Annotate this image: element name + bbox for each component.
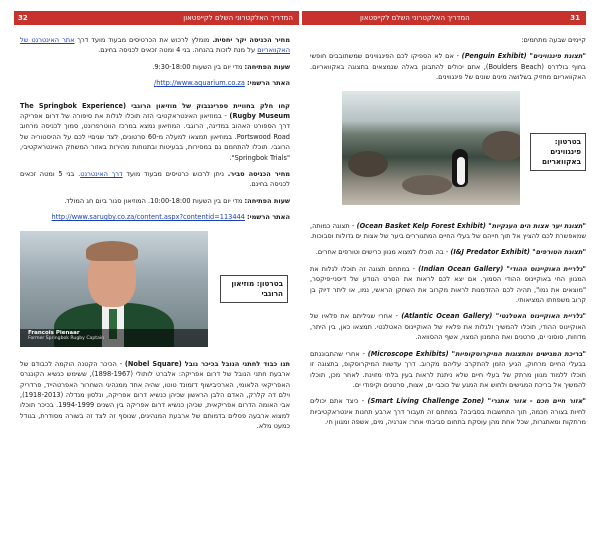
atlantic-ocean-paragraph: "גלריית האוקיינוס האטלנטי" (Atlantic Ocean Gallery) - אחרי שגיליתם את פלאיו של האוקיינוס ההודי, תוכלו להמשיך ולגלות את פלאיו של האוקיינוס האטלנטי. תמצאו כאן, בין היתר, מדוזות, סוסוני ים, סרטנים ואת התמנון המצוי, אשף ההסוואה. bbox=[310, 312, 586, 342]
header-bar-left bbox=[14, 11, 299, 25]
indian-ocean-paragraph: "גלריית האוקיינוס ההודי" (Indian Ocean Gallery) - במתחם תצוגה זה תוכלו לגלות את המגוון החי באוקיינוס ההודי הסמוך. אם יצא לכם לראות את הסרט הנודע של דיסני-פיקסר, "מוצאים את נמו", תהיה לכם ההזדמנות לראות מקרוב את השחקן הראשי, נמו, או ליתר דיוק בן קרוב משפחתו המציאותי. bbox=[310, 264, 586, 305]
kelp-forest-label: "תצוגת יער אצות הים הענקיות" (Ocean Basket Kelp Forest Exhibit) bbox=[356, 221, 586, 230]
right-column bbox=[310, 35, 586, 434]
predator-label: "תצוגת הטורפים" (I&J Predator Exhibit) bbox=[450, 248, 586, 257]
nobel-square-paragraph: תנו כבוד לחתני הנובל בכיכר נובל (Nobel Square) - הכיכר הקטנה הוקמה לכבודם של ארבעת חתני הנובל של דרום אפריקה: אלברט לותולי (1898-1967), ששימש כנשיא הקונגרס האפריקאי הלאומי, הארכיבישוף דזמונד טוטו, שהיה אחד ממנהיגי השחרור האפרטהייד, פרדריק וילם דה קלרק, האדם הלבן הראשון שכיהן כנשיא דרום אפריקה, ונלסון מנדלה (1918-2013), אבי האומה הדרום אפריקאית, שכיהן כנשיא דרום אפריקה בין השנים 1994-1999. בכיכר תוכלו למצוא ארבעה פסלים בדמותם של ארבעת המנהיגים, שנוסף זה לצד זה בשורה מסודרת, בגודל כמעט מלא. bbox=[20, 359, 290, 431]
rugby-museum-paragraph: קחו חלק בחוויית ספרינגבוק של מוזיאון הרוגבי (The Springbok Experience Rugby Museum) - במוזיאון האינטראקטיבי הזה תוכלו לגלות את סיפורה של דרום אפריקה דרך הספורט האהוב במדינה, הרוגבי. המוזיאון נמצא במרכז הווטרפרונט, סמוך לכניסה מרחוב Portswood Road. במוזיאון תמצאו למעלה מ-60 סרטונים, לצד שניםיי לכם על ההיסטוריה של הרוגבי. תוכלו להתחמם גם במסירות, בבעיטות ובתנוחות מהירות באזור המשחק האינטראקטיבי, "Springbok Trials". bbox=[20, 101, 290, 162]
page-number-right: 31 bbox=[570, 14, 580, 22]
smart-living-label: "אזור חיים חכם - אזור אתגרי" (Smart Living Challenge Zone) bbox=[367, 397, 586, 406]
rugby-url-link[interactable]: http://www.sarugby.co.za/content.aspx?contentid=113444 bbox=[51, 213, 245, 222]
microscope-label: "בריכת המגישים והתצוגות המיקרוסקופיות" (Microscope Exhibits) bbox=[367, 349, 586, 358]
aquarium-official-site: האתר הרשמי: http://www.aquarium.co.za/ bbox=[154, 79, 290, 88]
aquarium-price-label: מחיר הכניסה יקר יחסית. bbox=[212, 36, 290, 44]
penguin-caption: בטרטון: פינגווינים באקוואריום bbox=[530, 133, 586, 171]
aquarium-price-paragraph: מחיר הכניסה יקר יחסית. מומלץ לרכוש את הכרטיסים מבעוד מועד דרך אתר האינטרנט של האקוואריום על מנת לזכות בהנחה. בני 4 ומטה זכאים לכניסה בחינם. bbox=[20, 36, 290, 55]
running-title-left: המדריך האלקטרוני השלם לקייפטאון bbox=[183, 14, 293, 22]
tv-caption-subtitle: Former Springbok Rugby Captain bbox=[28, 336, 105, 342]
atlantic-ocean-label: "גלריית האוקיינוס האטלנטי" (Atlantic Ocean Gallery) bbox=[401, 312, 586, 321]
header-bar-right bbox=[302, 11, 586, 25]
rugby-hours: שעות הפתיחה: מדי יום בין השעות 10:00-18:00. המוזיאון סגור ביום חג המולד. bbox=[64, 196, 290, 205]
running-title-right: המדריך האלקטרוני השלם לקייפטאון bbox=[360, 14, 470, 22]
microscope-paragraph: "בריכת המגישים והתצוגות המיקרוסקופיות" (Microscope Exhibits) - אחרי שהתבוננתם בבעלי החיים מרחוק, הגיע הזמן להתקרב עליהם מקרוב. דרך עדשות המיקרוסקופ, בתצוגה זו תוכלו ללמוד מגוון מרתק של בעלי חיים שלא ניתנת לראות בעין בלתי מזוינת. לאחר מכן, תוכלו להמשיך אל בריכת המגישים ולחוש את המגע של כוכבי ים, אצות, סרטנים וקיפודי ים. bbox=[310, 349, 586, 389]
intro-paragraph: קיימים שבעה מתחמים: bbox=[521, 36, 586, 44]
penguin-photo bbox=[342, 91, 520, 205]
aquarium-website-link[interactable]: אתר האינטרנט של האקוואריום bbox=[20, 36, 290, 55]
aquarium-url-link[interactable]: http://www.aquarium.co.za/ bbox=[154, 79, 245, 88]
rugby-caption: בטרטון: מוזיאון הרוגבי bbox=[220, 275, 288, 303]
penguin-exhibit-label: "תצוגת פינגווינים" (Penguin Exhibit) bbox=[461, 52, 586, 61]
rugby-figure bbox=[20, 231, 290, 349]
indian-ocean-label: "גלריית האוקיינוס ההודי" (Indian Ocean Gallery) bbox=[418, 264, 586, 273]
rugby-photo bbox=[20, 231, 208, 347]
tv-caption-name: Francois Pienaar bbox=[28, 330, 80, 337]
aquarium-hours: שעות הפתיחה: מדי יום בין השעות 9:30-18:00. bbox=[152, 62, 290, 71]
page-number-left: 32 bbox=[18, 14, 28, 22]
rugby-tickets-link[interactable]: דרך האינטרנט bbox=[80, 170, 123, 179]
smart-living-paragraph: "אזור חיים חכם - אזור אתגרי" (Smart Living Challenge Zone) - כיצד אתם יכולים לחיות בצורה חכמה, תוך התחשבות בסביבה? במתחם זה תעבור דרך ארבע תחנות אינטראקטיביות מרתקות ומאתגרות, שכל אחת מהן עוסקת בתחום סביבתי אחר: אנרגיה, מים, אשפה ומגוון חי. bbox=[310, 397, 586, 427]
kelp-forest-paragraph: "תצוגת יער אצות הים הענקיות" (Ocean Basket Kelp Forest Exhibit) - תצוגה כמותה, שמאפשרת לכם להציץ אל תוך חייהם של בעלי החיים המתגוררים ביער של אצות ים גדולות וסבוכות. bbox=[310, 221, 586, 241]
penguin-figure bbox=[310, 91, 586, 211]
left-column bbox=[20, 35, 290, 438]
nobel-square-label: תנו כבוד לחתני הנובל בכיכר נובל (Nobel Square) bbox=[124, 359, 290, 368]
penguin-exhibit-paragraph: "תצוגת פינגווינים" (Penguin Exhibit) - אם לא הספיקו לכם הפינגווינים שמשתובבים חופשי בחוף בולדרס (Boulders Beach), אתם יכולים להתבונן באלה שנמצאים בתצוגה באקוואריום. האקוואריום מחזיק בשלושה מינים שונים של פינגווינים. bbox=[310, 52, 586, 82]
rugby-museum-label: קחו חלק בחוויית ספרינגבוק של מוזיאון הרוגבי (The Springbok Experience Rugby Museum) bbox=[20, 101, 290, 121]
rugby-official-site: האתר הרשמי: http://www.sarugby.co.za/content.aspx?contentid=113444 bbox=[51, 213, 290, 222]
rugby-price-paragraph: מחיר הכניסה סביר. ניתן לרכוש כרטיסים מבעוד מועד דרך האינטרנט. בני 5 ומטה זכאים לכניסה בחינם. bbox=[20, 170, 291, 189]
predator-paragraph: "תצוגת הטורפים" (I&J Predator Exhibit) - בה תוכלו למצוא מגוון כרישים וטורפים אחרים. bbox=[315, 248, 586, 257]
